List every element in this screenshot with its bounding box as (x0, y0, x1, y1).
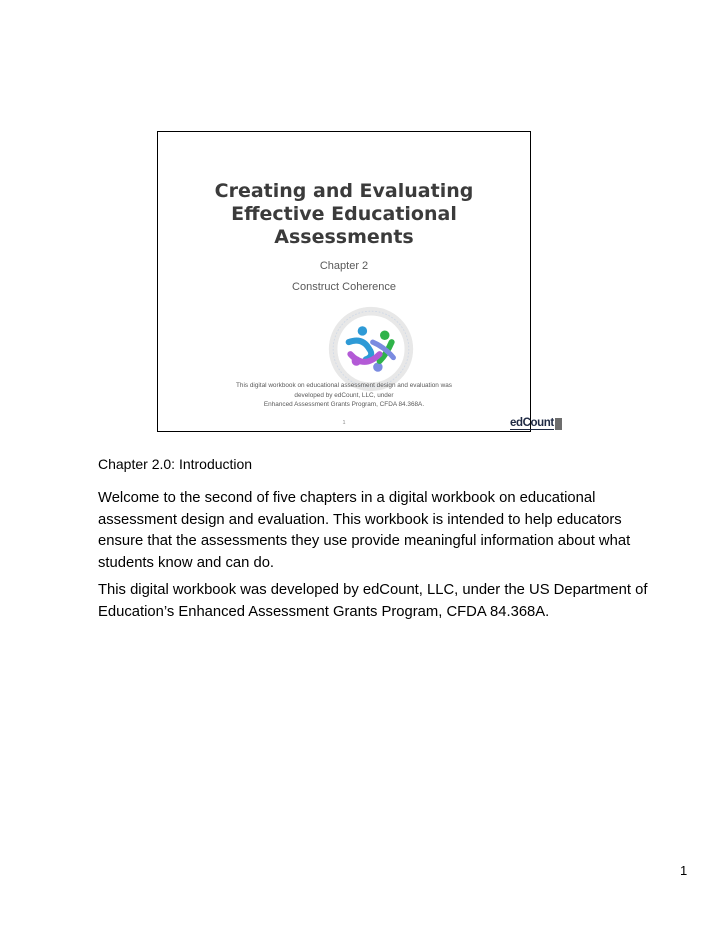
notes-line: students know and can do. (98, 554, 275, 571)
slide-title (158, 180, 530, 249)
page-number: 1 (680, 863, 688, 878)
slide-subtitle: Construct Coherence (292, 281, 396, 293)
notes-paragraph-credit (98, 580, 648, 623)
slide-number: 1 (342, 420, 346, 426)
notes-line: This digital workbook was developed by edCount, LLC, under the US Department of (98, 582, 648, 598)
slide-title-line: Assessments (274, 226, 414, 248)
slide-title-line: Creating and Evaluating (214, 180, 474, 202)
slide-credit-line: This digital workbook on educational assessment design and evaluation was (236, 382, 452, 389)
notes-line: Welcome to the second of five chapters in a digital workbook on educational (98, 490, 596, 506)
notes-line: assessment design and evaluation. This workbook is intended to help educators (98, 511, 622, 528)
slide-credit (158, 381, 530, 410)
notes-caption: Chapter 2.0: Introduction (98, 456, 253, 472)
edcount-logo-text: edCount (510, 417, 554, 429)
slide-credit-line: Enhanced Assessment Grants Program, CFDA 84.368A. (263, 401, 425, 408)
edcount-logo (510, 416, 562, 430)
edcount-logo-mark-icon (555, 418, 562, 430)
notes-line: ensure that the assessments they use provide meaningful information about what (98, 533, 631, 549)
assessment-grant-emblem-icon (328, 306, 414, 392)
slide-chapter: Chapter 2 (319, 260, 369, 272)
notes-line: Education’s Enhanced Assessment Grants Program, CFDA 84.368A. (98, 603, 550, 620)
slide-title-line: Effective Educational (231, 203, 457, 225)
slide-credit-line: developed by edCount, LLC, under (294, 391, 394, 399)
slide-thumbnail (157, 131, 554, 432)
notes-paragraph-intro (98, 488, 638, 574)
